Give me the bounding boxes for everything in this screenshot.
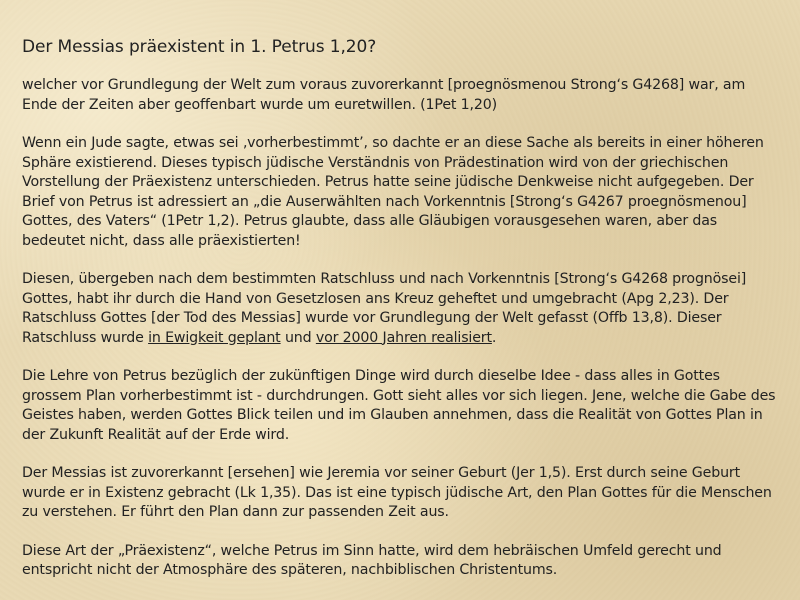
paragraph-counsel — [22, 270, 782, 348]
paragraph-foreknown: Der Messias ist zuvorerkannt [ersehen] wie Jeremia vor seiner Geburt (Jer 1,5). Erst durch seine Geburt wurde er in Existenz gebracht (Lk 1,35). Das ist eine typisch jüdische Art, den Plan Gottes für die Menschen zu verstehen. Er führt den Plan dann zur passenden Zeit aus. — [22, 465, 772, 520]
paragraph-counsel-text: Diesen, übergeben nach dem bestimmten Ratschluss und nach Vorkenntnis [Strong‘s G4268 prognösei] Gottes, habt ihr durch die Hand von Gesetzlosen ans Kreuz geheftet und umgebracht (Apg 2,23). Der Ratschluss Gottes [der Tod des Messias] wurde vor Grundlegung der Welt gefasst (Offb 13,8). Dieser Ratschluss wurde — [22, 271, 747, 346]
paragraph-counsel-end: . — [491, 329, 497, 346]
link-eternity-planned[interactable]: in Ewigkeit geplant — [148, 329, 281, 346]
paragraph-predestination: Wenn ein Jude sagte, etwas sei ‚vorherbestimmt’, so dachte er an diese Sache als bereits in einer höheren Sphäre existierend. Dieses typisch jüdische Verständnis von Prädestination wird von der griechischen Vorstellung der Präexistenz unterschieden. Petrus hatte seine jüdische Denkweise nicht aufgegeben. Der Brief von Petrus ist adressiert an „die Auserwählten nach Vorkenntnis [Strong‘s G4267 proegnösmenou] Gottes, des Vaters“ (1Petr 1,2). Petrus glaubte, dass alle Gläubigen vorausgesehen waren, aber das bedeutet nicht, dass alle präexistierten! — [22, 135, 764, 249]
paragraph-counsel-conjunction: und — [280, 329, 316, 346]
paragraph-teaching: Die Lehre von Petrus bezüglich der zukünftigen Dinge wird durch dieselbe Idee - dass alles in Gottes grossem Plan vorherbestimmt ist - durchdrungen. Gott sieht alles vor sich liegen. Jene, welche die Gabe des Geistes haben, werden Gottes Blick teilen und im Glauben annehmen, dass die Realität von Gottes Plan in der Zukunft Realität auf der Erde wird. — [22, 368, 776, 443]
slide-title: Der Messias präexistent in 1. Petrus 1,20? — [22, 37, 377, 57]
paragraph-conclusion: Diese Art der „Präexistenz“, welche Petrus im Sinn hatte, wird dem hebräischen Umfeld gerecht und entspricht nicht der Atmosphäre des späteren, nachbiblischen Christentums. — [22, 542, 722, 578]
slide-content — [22, 36, 782, 581]
link-realized-2000-years[interactable]: vor 2000 Jahren realisiert — [315, 329, 492, 346]
paragraph-verse: welcher vor Grundlegung der Welt zum voraus zuvorerkannt [proegnösmenou Strong‘s G4268] war, am Ende der Zeiten aber geoffenbart wurde um euretwillen. (1Pet 1,20) — [22, 77, 746, 113]
